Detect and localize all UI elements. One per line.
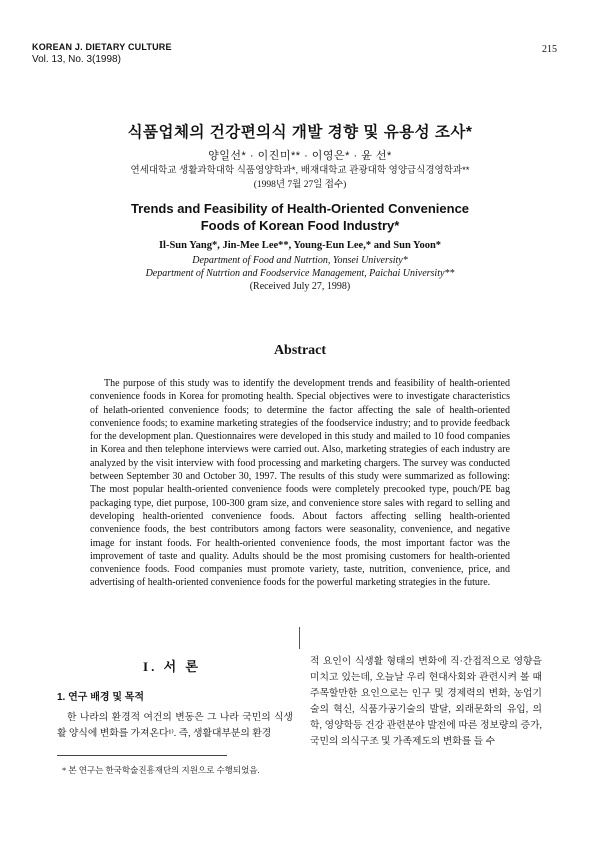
title-english-line-2: Foods of Korean Food Industry* <box>200 218 400 233</box>
journal-volume: Vol. 13, No. 3(1998) <box>32 54 121 65</box>
affiliation-korean: 연세대학교 생활과학대학 식품영양학과*, 배재대학교 관광대학 영양급식경영학과** <box>130 165 470 176</box>
subsection-heading: 1. 연구 배경 및 목적 <box>57 692 145 703</box>
abstract-heading: Abstract <box>273 343 327 358</box>
section-heading: I. 서 론 <box>143 659 201 674</box>
authors-english: Il-Sun Yang*, Jin-Mee Lee**, Young-Eun Lee,* and Sun Yoon* <box>158 240 442 251</box>
affiliation-english-1: Department of Food and Nutrtion, Yonsei University* <box>192 255 408 266</box>
footnote: * 본 연구는 한국학술진흥재단의 지원으로 수행되었음. <box>62 765 260 775</box>
column-divider <box>299 627 300 649</box>
body-text-right: 적 요인이 식생활 형태의 변화에 직·간접적으로 영향을 미치고 있는데, 오늘날 우리 현대사회와 관련시켜 볼 때 주목할만한 요인으로는 인구 및 경제력의 변화, 농업기술의 혁신, 식품가공기술의 발달, 외래문화의 유입, 의학, 영양학등 건강 관련분야 발전에 따른 정보량의 증가, 국민의 의식구조 및 가족제도의 변화를 들 수 <box>310 656 542 747</box>
authors-korean: 양일선* · 이진미** · 이영은* · 윤 선* <box>208 150 392 162</box>
title-english-line-1: Trends and Feasibility of Health-Oriented Convenience <box>130 201 470 216</box>
body-text-left: 한 나라의 환경적 여건의 변동은 그 나라 국민의 식생활 양식에 변화를 가져온다¹⁾. 즉, 생활대부분의 환경 <box>57 712 293 739</box>
received-date-korean: (1998년 7월 27일 접수) <box>253 180 347 190</box>
journal-name: KOREAN J. DIETARY CULTURE <box>32 42 172 52</box>
affiliation-english-2: Department of Nutrtion and Foodservice Management, Paichai University** <box>145 268 455 279</box>
page-number: 215 <box>542 44 557 55</box>
received-date-english: (Received July 27, 1998) <box>249 281 351 292</box>
abstract-text: The purpose of this study was to identify the development trends and feasibility of health-oriented convenience foods in Korea for promoting health. Special objectives were to investigate characteristics of helath-oriented convenience foods; to determine the factor affecting the sale of health-oriented convenience foods; to examine marketing strategies of the foodservice industry; and to provide feedback for the development plan. Questionnaires were developed in this study and mailed to 10 food companies in Korea and then telephone interviews were carried out. Also, marketing strategies of each industry are analyzed by the visit interview with food processing and marketing chargers. The survey was conducted between September 30 and October 30, 1997. The results of this study were summarized as following: The most popular health-oriented convenience foods were completely precooked type, pouch/PE bag packaging type, diet purpose, 100-300 gram size, and convenience store sales with regard to selling and developing health-oriented convenience foods. About factors affecting selling health-oriented convenience foods, the best contributors among factors were seasonality, convenience, and negative image for instant foods. For health-oriented convenience foods, the most important factor was the improvement of taste and quality. Adults should be the most promising customers for health-oriented convenience foods. Food companies must promote variety, taste, nutrition, convenience, price, and advertising of health-oriented convenience foods for the powerful marketing strategies in the future. <box>90 378 510 589</box>
footnote-rule <box>57 755 227 756</box>
title-korean: 식품업체의 건강편의식 개발 경향 및 유용성 조사* <box>127 124 473 141</box>
title-english <box>0 200 600 234</box>
